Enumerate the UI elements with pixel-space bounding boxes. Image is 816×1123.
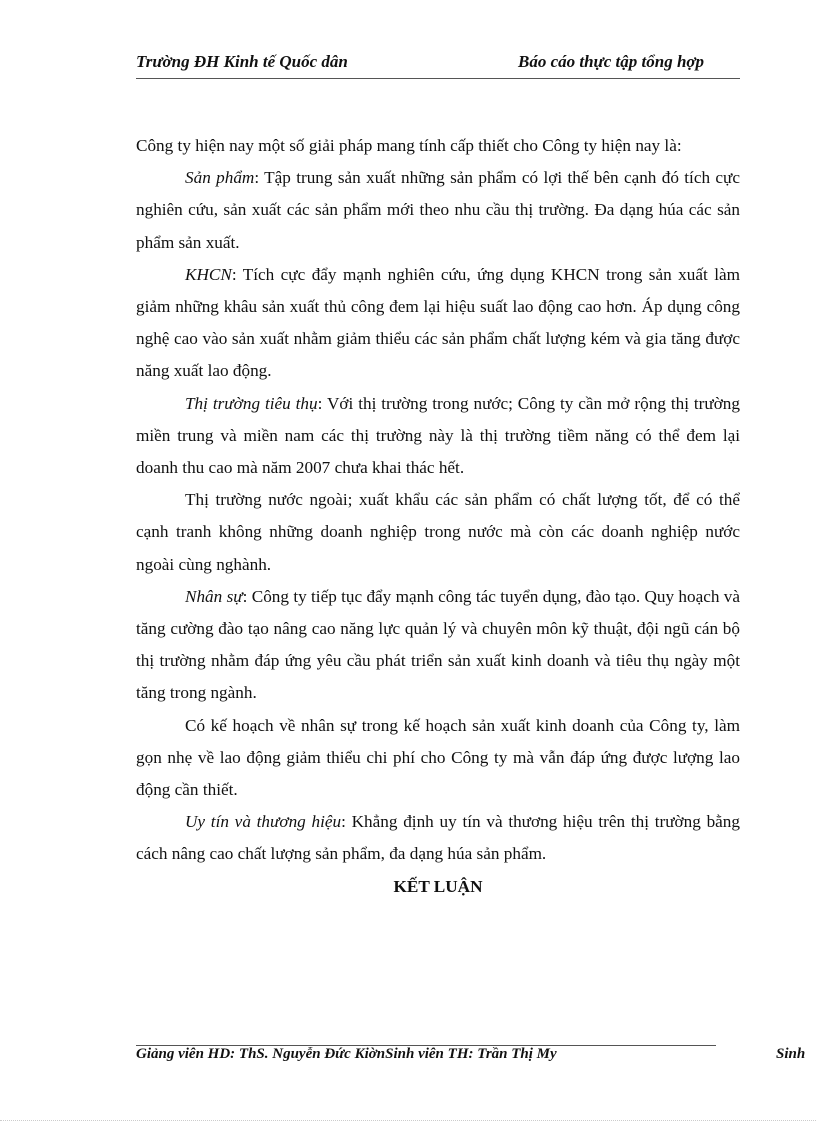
paragraph-market [136, 388, 740, 485]
header-school-name: Trường ĐH Kinh tế Quốc dân [136, 52, 348, 71]
footer-overflow-text: Sinh [776, 1046, 806, 1062]
paragraph-brand [136, 806, 740, 870]
conclusion-heading: KẾT LUẬN [393, 876, 483, 896]
paragraph-products [136, 162, 740, 259]
lead-personnel: Nhân sự [185, 586, 243, 606]
text-personnel: : Công ty tiếp tục đẩy mạnh công tác tuyển dụng, đào tạo. Quy hoạch và tăng cường đào tạo nâng cao năng lực quản lý và chuyên môn kỹ thuật, đội ngũ cán bộ thị trường nhằm đáp ứng yêu cầu phát triển sản xuất kinh doanh và tiêu thụ ngày một tăng trong ngành. [136, 586, 740, 703]
page-bottom-dotted-line [0, 1120, 816, 1121]
paragraph-intro: Công ty hiện nay một số giải pháp mang tính cấp thiết cho Công ty hiện nay là: [136, 136, 682, 155]
paragraph-technology [136, 259, 740, 388]
paragraph-foreign-market: Thị trường nước ngoài; xuất khẩu các sản phẩm có chất lượng tốt, để có thể cạnh tranh không những doanh nghiệp trong nước mà còn các doanh nghiệp nước ngoài cùng nghành. [136, 490, 740, 574]
text-products: : Tập trung sản xuất những sản phẩm có lợi thế bên cạnh đó tích cực nghiên cứu, sản xuất các sản phẩm mới theo nhu cầu thị trường. Đa dạng húa các sản phẩm sản xuất. [136, 168, 740, 252]
paragraph-personnel [136, 581, 740, 710]
header-rule [136, 78, 740, 79]
text-technology: : Tích cực đẩy mạnh nghiên cứu, ứng dụng KHCN trong sản xuất làm giảm những khâu sản xuất thủ công đem lại hiệu suất lao động cao hơn. Áp dụng công nghệ cao vào sản xuất nhằm giảm thiểu các sản phẩm chất lượng kém và gia tăng được năng xuất lao động. [136, 264, 740, 381]
header-report-title: Báo cáo thực tập tổng hợp [518, 52, 705, 71]
lead-products: Sản phẩm [185, 168, 255, 188]
document-body [136, 130, 740, 903]
lead-market: Thị trường tiêu thụ [185, 393, 318, 413]
footer-instructor-student: Giảng viên HD: ThS. Nguyễn Đức KiờnSinh viên TH: Trần Thị My [136, 1046, 557, 1062]
text-market: : Với thị trường trong nước; Công ty cần mở rộng thị trường miền trung và miền nam các thị trường này là thị trường tiềm năng có thể đem lại doanh thu cao mà năm 2007 chưa khai thác hết. [136, 393, 740, 478]
lead-brand: Uy tín và thương hiệu [185, 812, 342, 832]
lead-technology: KHCN [185, 264, 232, 284]
text-brand: : Khẳng định uy tín và thương hiệu trên thị trường bằng cách nâng cao chất lượng sản phẩm, đa dạng húa sản phẩm. [136, 812, 740, 864]
paragraph-personnel-plan: Có kế hoạch về nhân sự trong kế hoạch sản xuất kinh doanh của Công ty, làm gọn nhẹ về lao động giảm thiểu chi phí cho Công ty mà vẫn đáp ứng được lượng lao động cần thiết. [136, 715, 740, 800]
